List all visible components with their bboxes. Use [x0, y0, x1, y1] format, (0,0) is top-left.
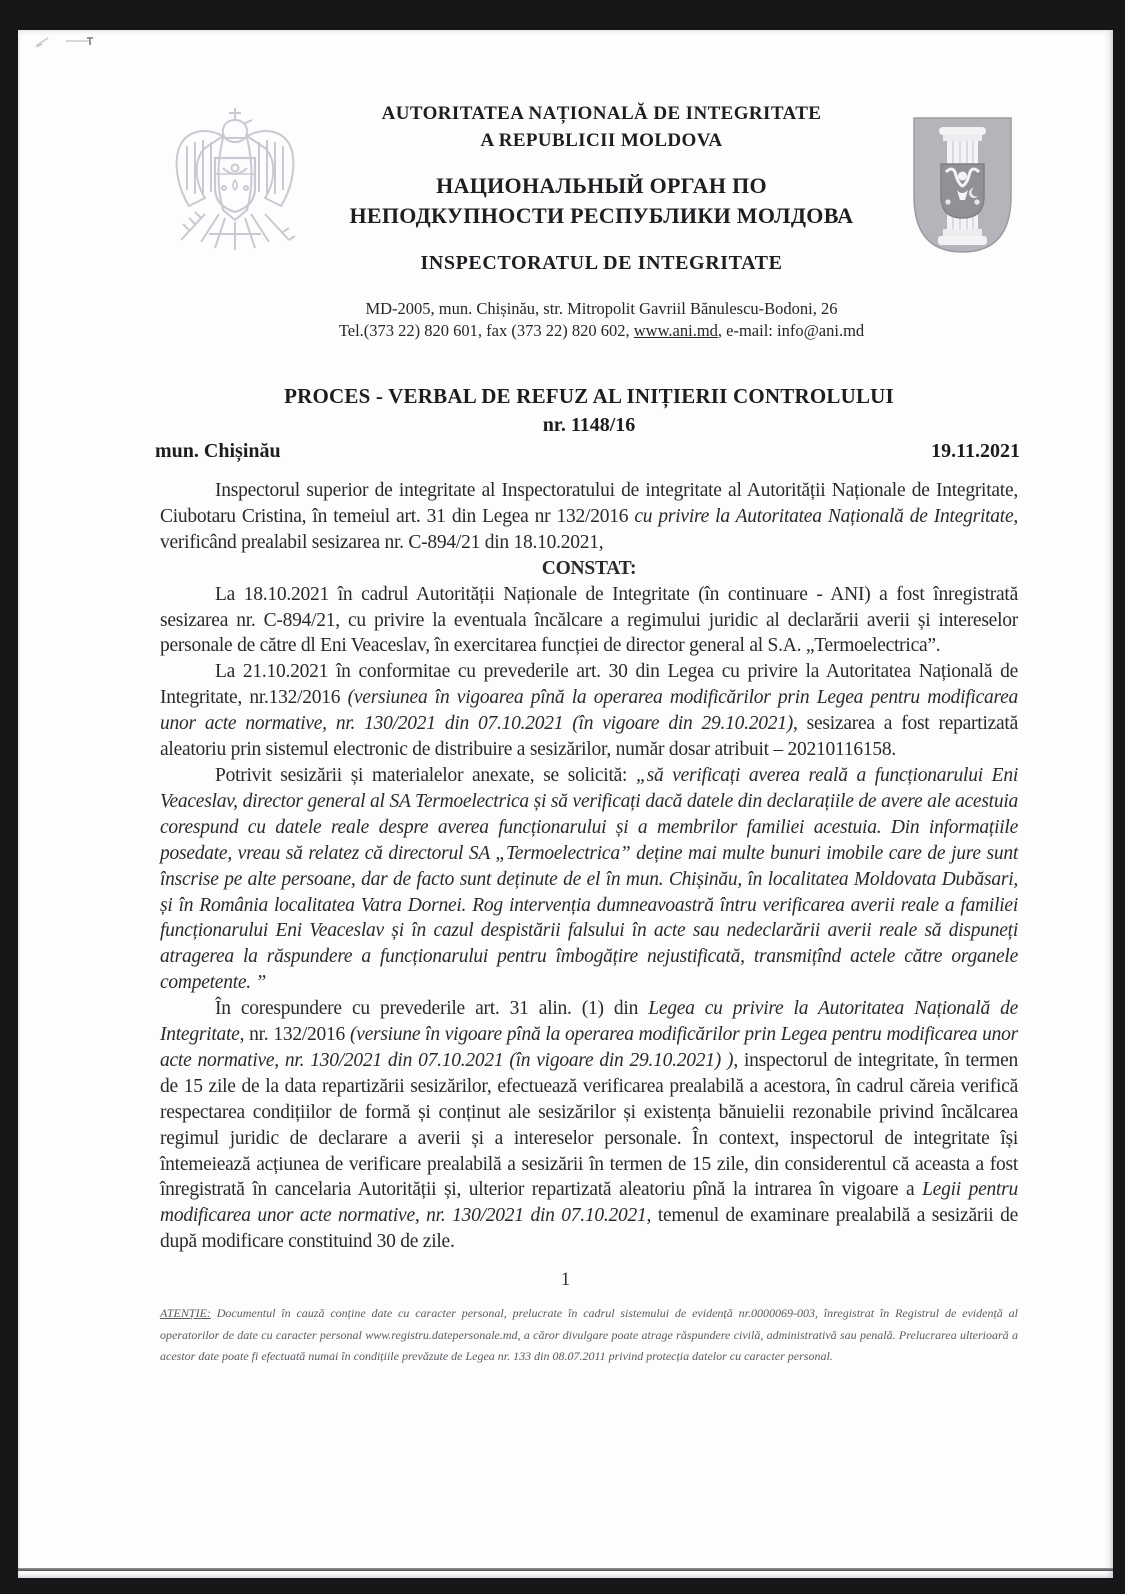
org-name-ru-line1: НАЦИОНАЛЬНЫЙ ОРГАН ПО: [436, 173, 767, 198]
document-title-block: [160, 384, 1018, 437]
contact-line: [204, 320, 999, 342]
body-paragraph: Potrivit sesizării și materialelor anexate, se solicită: „să verificați averea reală a funcționarului Eni Veaceslav, director general al SA Termoelectrica și să verificați dacă datele din declarațiile de avere ale acestuia corespund cu datele reale despre averea funcționarului și a membrilor familiei acestuia. Din informațiile posedate, vreau să relatez că directorul SA „Termoelectrica” deține mai multe bunuri imobile care de jure sunt înscrise pe alte persoane, dar de facto sunt deținute de el în mun. Chișinău, în localitatea Moldovata Dubăsari, și în România localitatea Vatra Dornei. Rog intervenția dumneavoastră întru verificarea averii reale a familiei funcționarului Eni Veaceslav și în cazul despistării falsului în acte sau nedeclarării averii reale să dispuneți atragerea la răspundere a funcționarului pentru îmbogățire nejustificată, transmițînd actele către organele competente. ”: [160, 764, 1018, 994]
org-name-ru-line2: НЕПОДКУПНОСТИ РЕСПУБЛИКИ МОЛДОВА: [349, 203, 854, 228]
letterhead: [204, 30, 999, 342]
date-label: 19.11.2021: [931, 440, 1020, 462]
org-name-line1: AUTORITATEA NAȚIONALĂ DE INTEGRITATE: [381, 103, 822, 124]
phone-fax-text: Tel.(373 22) 820 601, fax (373 22) 820 602,: [338, 321, 634, 340]
place-date-line: [155, 440, 1020, 463]
department-name: INSPECTORATUL DE INTEGRITATE: [420, 252, 783, 274]
scan-edge-line: [18, 1568, 1113, 1571]
body-paragraph: La 21.10.2021 în conformitae cu prevederile art. 30 din Legea cu privire la Autoritatea Națională de Integritate, nr.132/2016 (versiunea în vigoarea pînă la operarea modificărilor prin Legea pentru modificarea unor acte normative, nr. 130/2021 din 07.10.2021 (în vigoare din 29.10.2021), sesizarea a fost repartizată aleatoriu prin sistemul electronic de distribuire a sesizărilor, număr dosar atribuit – 20210116158.: [160, 661, 1019, 761]
page-number: 1: [560, 1269, 571, 1291]
footnote-label: ATENȚIE:: [160, 1306, 211, 1321]
footnote-text: Documentul în cauză conține date cu caracter personal, prelucrate în cadrul sistemului de evidență nr.0000069-003, înregistrat în Registrul de evidență al operatorilor de date cu caracter personal www.registru.datepersonale.md, a căror divulgare poate atrage răspundere civilă, administrativă sau penală. Prelucrarea ulterioară a acestor date poate fi efectuată numai în condițiile prevăzute de Legea nr. 133 din 08.07.2011 privind protecția datelor cu caracter personal.: [160, 1306, 1018, 1364]
org-name-line2: A REPUBLICII MOLDOVA: [480, 130, 723, 151]
document-title: PROCES - VERBAL DE REFUZ AL INIȚIERII CONTROLULUI: [284, 384, 894, 408]
website-link: www.ani.md: [633, 321, 718, 340]
document-body: [160, 478, 1018, 1255]
body-paragraph: Inspectorul superior de integritate al Inspectoratului de integritate al Autorității Naționale de Integritate, Ciubotaru Cristina, în temeiul art. 31 din Legea nr 132/2016 cu privire la Autoritatea Națională de Integritate, verificând prealabil sesizarea nr. C-894/21 din 18.10.2021,: [160, 480, 1018, 553]
email-text: , e-mail: info@ani.md: [717, 321, 865, 340]
contact-block: [204, 298, 999, 342]
address-line: MD-2005, mun. Chișinău, str. Mitropolit Gavriil Bănulescu-Bodoni, 26: [365, 299, 838, 318]
document-page: [18, 30, 1113, 1578]
document-number: nr. 1148/16: [542, 414, 636, 436]
body-paragraph: În corespundere cu prevederile art. 31 alin. (1) din Legea cu privire la Autoritatea Națională de Integritate, nr. 132/2016 (versiune în vigoare pînă la operarea modificărilor prin Legea pentru modificarea unor acte normative, nr. 130/2021 din 07.10.2021 (în vigoare din 29.10.2021) ), inspectorul de integritate, în termen de 15 zile de la data repartizării sesizărilor, efectuează verificarea prealabilă a acestora, în cadrul căreia verifică respectarea condițiilor de formă și conținut ale sesizărilor și existența bănuielii rezonabile privind încălcarea regimul juridic de declarare a averii și a intereselor personale. În context, inspectorul de integritate își întemeiează acțiunea de verificare prealabilă a sesizării în termen de 15 zile, din considerentul că aceasta a fost înregistrată în cancelaria Autorității și, ulterior repartizată aleatoriu pînă la intrarea în vigoare a Legii pentru modificarea unor acte normative, nr. 130/2021 din 07.10.2021, temenul de examinare prealabilă a sesizării de după modificare constituind 30 de zile.: [160, 998, 1019, 1253]
body-paragraph: CONSTAT:: [541, 557, 637, 579]
footnote: [160, 1303, 1018, 1368]
place-label: mun. Chișinău: [155, 440, 281, 462]
body-paragraph: La 18.10.2021 în cadrul Autorității Naționale de Integritate (în continuare - ANI) a fost înregistrată sesizarea nr. C-894/21, cu privire la eventuala încălcare a regimului juridic al declarării averii și intereselor personale de către dl Eni Veaceslav, în exercitarea funcției de director general al S.A. „Termoelectrica”.: [160, 583, 1018, 657]
